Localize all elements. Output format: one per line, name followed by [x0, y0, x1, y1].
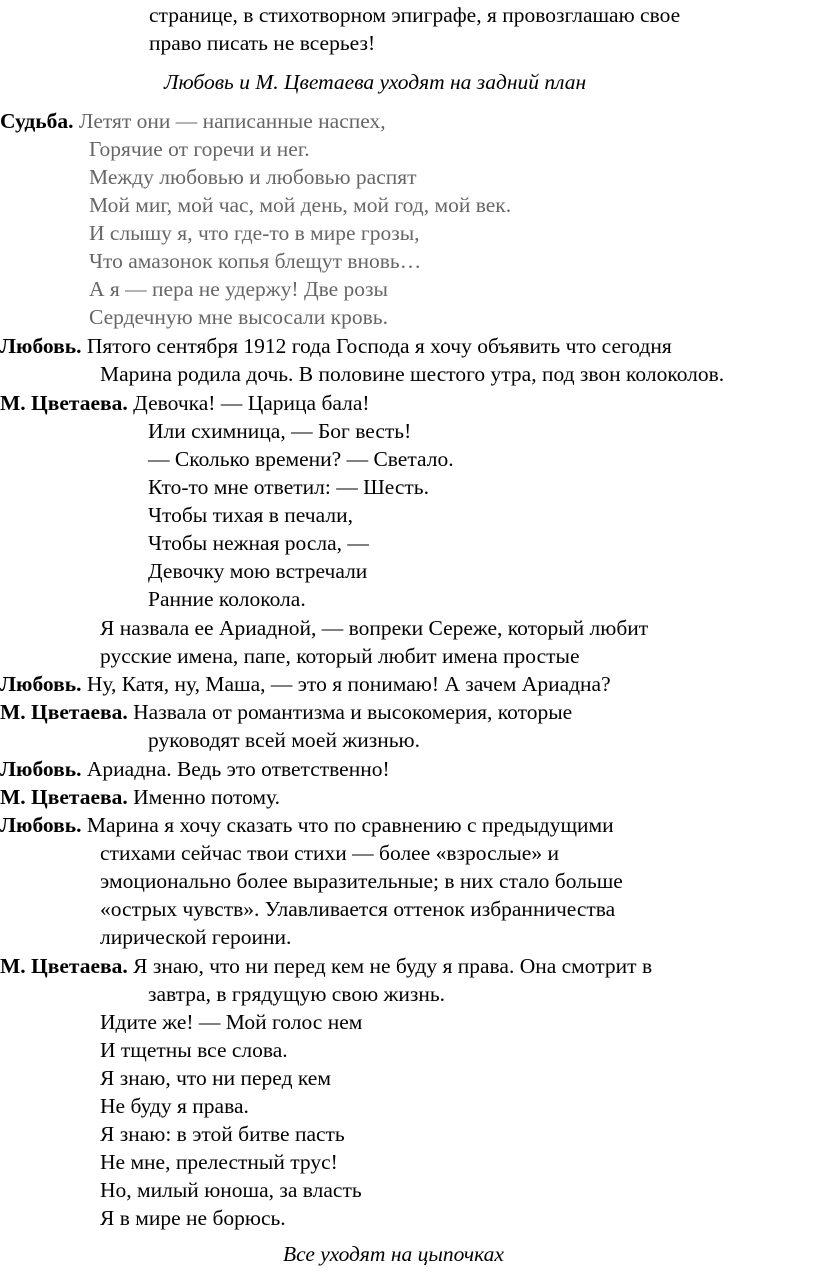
verse-line: Сердечную мне высосали кровь.	[89, 305, 388, 329]
verse-line: Горячие от горечи и нег.	[89, 137, 310, 161]
verse-line: Мой миг, мой час, мой день, мой год, мой век.	[89, 193, 512, 217]
speech-text: Марина я хочу сказать что по сравнению с предыдущими	[86, 813, 614, 837]
speech-text: Марина родила дочь. В половине шестого утра, под звон колоколов.	[100, 362, 725, 386]
speech-text: «острых чувств». Улавливается оттенок избранничества	[100, 897, 616, 921]
speech-text: Назвала от романтизма и высокомерия, которые	[133, 700, 573, 724]
speech-text: Ну, Катя, ну, Маша, — это я понимаю! А зачем Ариадна?	[86, 672, 611, 696]
speaker-name: Судьба.	[0, 109, 74, 133]
intro-line: право писать не всерьез!	[149, 31, 376, 55]
speech-text: завтра, в грядущую свою жизнь.	[148, 982, 446, 1006]
speech-tsvetaeva	[0, 698, 572, 726]
verse-line: Я в мире не борюсь.	[100, 1206, 286, 1230]
speech-text: стихами сейчас твои стихи — более «взрослые» и	[100, 841, 559, 865]
speech-tsvetaeva	[0, 783, 280, 811]
speech-text: Именно потому.	[133, 785, 280, 809]
speech-fate	[0, 107, 386, 135]
speaker-name: Любовь.	[0, 757, 82, 781]
speech-love	[0, 670, 611, 698]
verse-line: Ранние колокола.	[148, 587, 306, 611]
speech-text: Ариадна. Ведь это ответственно!	[86, 757, 390, 781]
speech-tsvetaeva	[0, 952, 652, 980]
stage-direction: Все уходят на цыпочках	[283, 1242, 504, 1266]
verse-line: Я знаю, что ни перед кем	[100, 1066, 331, 1090]
speech-text: эмоционально более выразительные; в них стало больше	[100, 869, 623, 893]
speech-text: руководят всей моей жизнью.	[148, 728, 420, 752]
verse-line: Девочка! — Царица бала!	[133, 391, 370, 415]
speech-text: Я назвала ее Ариадной, — вопреки Сереже, который любит	[100, 616, 649, 640]
verse-line: И слышу я, что где-то в мире грозы,	[89, 221, 420, 245]
verse-line: Я знаю: в этой битве пасть	[100, 1122, 345, 1146]
verse-line: Что амазонок копья блещут вновь…	[89, 249, 422, 273]
speaker-name: М. Цветаева.	[0, 700, 128, 724]
verse-line: Не мне, прелестный трус!	[100, 1150, 338, 1174]
speaker-name: М. Цветаева.	[0, 391, 128, 415]
verse-line: Но, милый юноша, за власть	[100, 1178, 362, 1202]
verse-line: Кто-то мне ответил: — Шесть.	[148, 475, 429, 499]
speech-text: русские имена, папе, который любит имена простые	[100, 644, 580, 668]
speaker-name: Любовь.	[0, 334, 82, 358]
verse-line: И тщетны все слова.	[100, 1038, 288, 1062]
intro-line: странице, в стихотворном эпиграфе, я провозглашаю свое	[149, 3, 681, 27]
verse-line: Между любовью и любовью распят	[89, 165, 417, 189]
speaker-name: Любовь.	[0, 672, 82, 696]
verse-line: Летят они — написанные наспех,	[78, 109, 386, 133]
speaker-name: Любовь.	[0, 813, 82, 837]
verse-line: Чтобы тихая в печали,	[148, 503, 353, 527]
verse-line: Не буду я права.	[100, 1094, 249, 1118]
speech-text: лирической героини.	[100, 925, 292, 949]
verse-line: А я — пера не удержу! Две розы	[89, 277, 388, 301]
speech-tsvetaeva	[0, 389, 370, 417]
speech-love	[0, 755, 390, 783]
speaker-name: М. Цветаева.	[0, 954, 128, 978]
verse-line: Или схимница, — Бог весть!	[148, 419, 412, 443]
speech-text: Я знаю, что ни перед кем не буду я права. Она смотрит в	[133, 954, 653, 978]
verse-line: Девочку мою встречали	[148, 559, 368, 583]
speech-love	[0, 332, 672, 360]
verse-line: — Сколько времени? — Светало.	[148, 447, 454, 471]
verse-line: Идите же! — Мой голос нем	[100, 1010, 363, 1034]
verse-line: Чтобы нежная росла, —	[148, 531, 369, 555]
speech-love	[0, 811, 614, 839]
speaker-name: М. Цветаева.	[0, 785, 128, 809]
speech-text: Пятого сентября 1912 года Господа я хочу объявить что сегодня	[86, 334, 672, 358]
stage-direction: Любовь и М. Цветаева уходят на задний план	[164, 70, 587, 94]
